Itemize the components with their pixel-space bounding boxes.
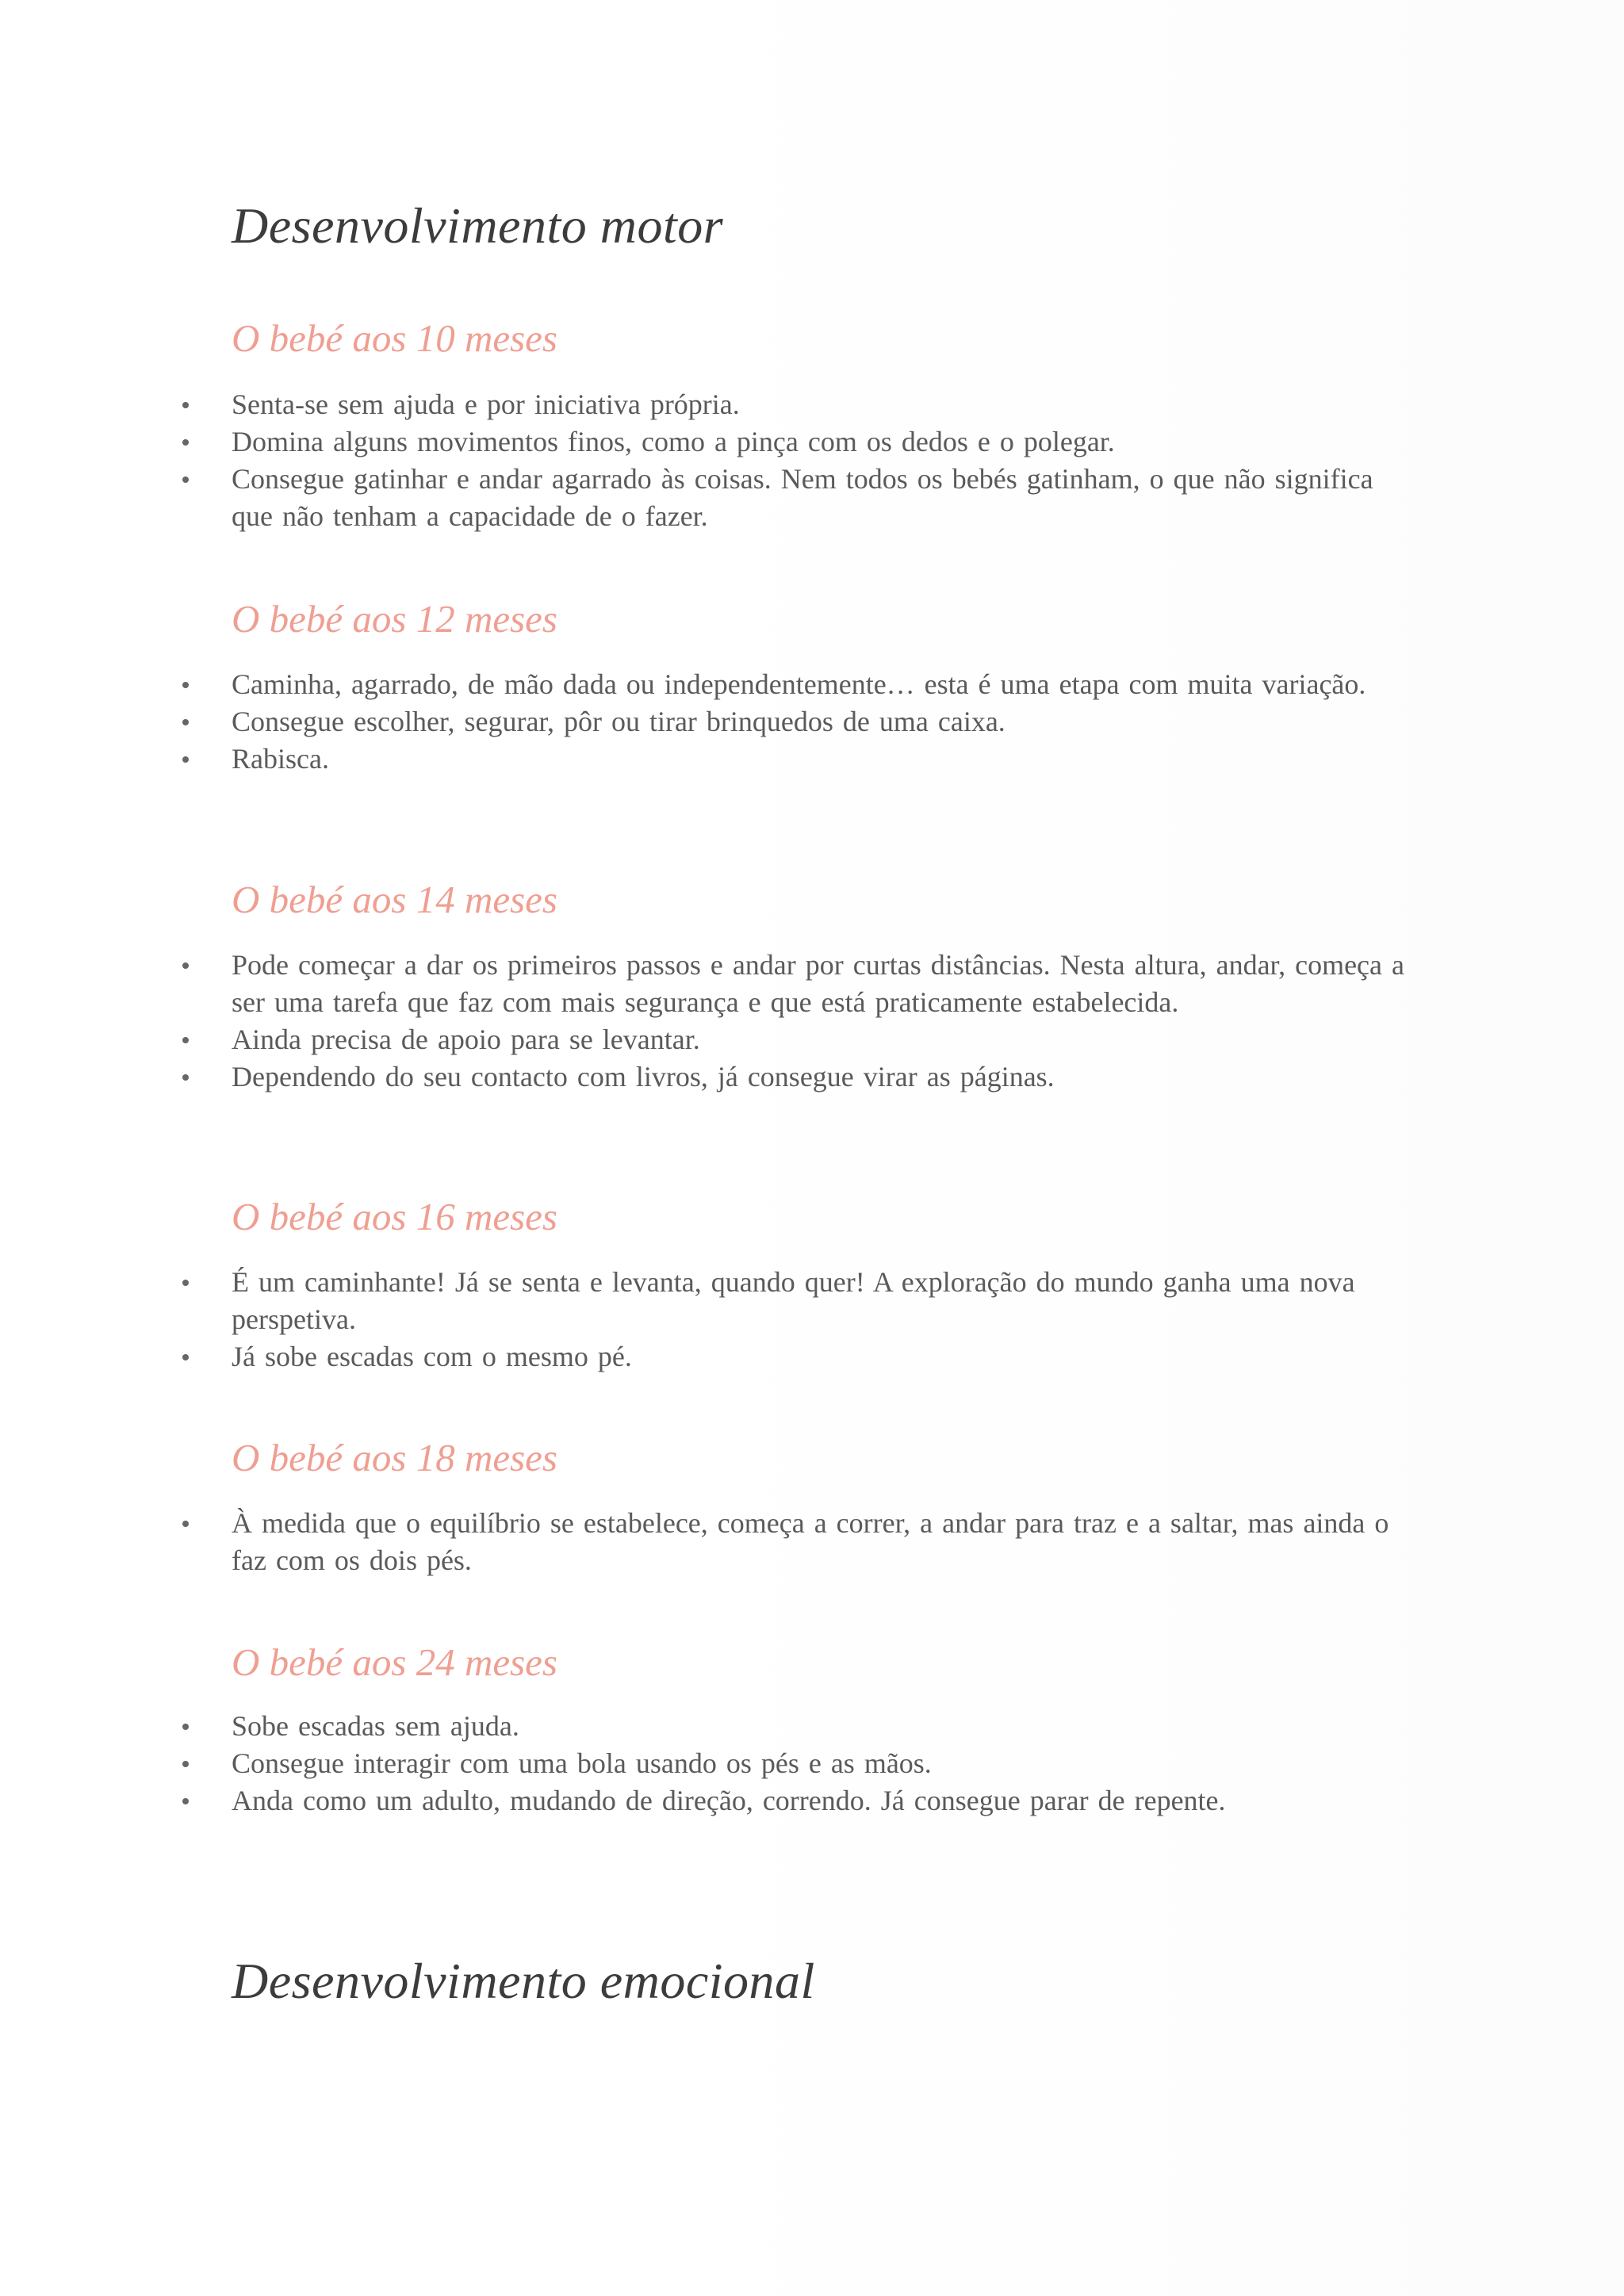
list-item — [182, 1782, 1419, 1820]
bullet-icon — [182, 1798, 189, 1804]
bullet-icon — [182, 1074, 189, 1081]
bullet-icon — [182, 1037, 189, 1043]
list-12-months — [182, 666, 1419, 778]
list-10-months — [182, 386, 1419, 535]
list-item-text: Pode começar a dar os primeiros passos e andar por curtas distâncias. Nesta altura, andar, começa a ser uma tarefa que faz com mais segurança e que está praticamente estabelecida. — [232, 949, 1404, 1018]
list-item — [182, 1708, 1419, 1745]
bullet-icon — [182, 1354, 189, 1360]
section-title-12-months: O bebé aos 12 meses — [232, 597, 557, 641]
list-24-months — [182, 1708, 1419, 1820]
list-item — [182, 1338, 1419, 1376]
list-item-text: Domina alguns movimentos finos, como a pinça com os dedos e o polegar. — [232, 426, 1115, 457]
section-title-16-months: O bebé aos 16 meses — [232, 1195, 557, 1238]
heading-emotional-development: Desenvolvimento emocional — [232, 1953, 815, 2009]
list-item-text: Consegue interagir com uma bola usando os pés e as mãos. — [232, 1747, 932, 1779]
list-item — [182, 386, 1419, 423]
list-item-text: Caminha, agarrado, de mão dada ou independentemente… esta é uma etapa com muita variação. — [232, 668, 1366, 700]
section-title-18-months: O bebé aos 18 meses — [232, 1436, 557, 1479]
list-item — [182, 423, 1419, 461]
bullet-icon — [182, 756, 189, 763]
list-item-text: Consegue gatinhar e andar agarrado às coisas. Nem todos os bebés gatinham, o que não significa que não tenham a capacidade de o fazer. — [232, 463, 1373, 532]
heading-motor-development: Desenvolvimento motor — [232, 197, 724, 254]
bullet-icon — [182, 1724, 189, 1730]
list-item — [182, 1058, 1419, 1096]
list-item — [182, 703, 1419, 740]
bullet-icon — [182, 1280, 189, 1286]
list-item — [182, 1745, 1419, 1782]
list-item-text: Anda como um adulto, mudando de direção, correndo. Já consegue parar de repente. — [232, 1785, 1226, 1816]
list-item-text: É um caminhante! Já se senta e levanta, quando quer! A exploração do mundo ganha uma nova perspetiva. — [232, 1266, 1355, 1335]
list-item-text: Consegue escolher, segurar, pôr ou tirar brinquedos de uma caixa. — [232, 706, 1005, 737]
section-title-14-months: O bebé aos 14 meses — [232, 878, 557, 921]
list-item — [182, 461, 1419, 535]
bullet-icon — [182, 439, 189, 446]
section-title-10-months: O bebé aos 10 meses — [232, 316, 557, 360]
list-item — [182, 1505, 1419, 1579]
list-item — [182, 666, 1419, 703]
list-item — [182, 1021, 1419, 1058]
bullet-icon — [182, 402, 189, 408]
list-item-text: À medida que o equilíbrio se estabelece, começa a correr, a andar para traz e a saltar, mas ainda o faz com os dois pés. — [232, 1507, 1389, 1576]
list-item-text: Sobe escadas sem ajuda. — [232, 1710, 519, 1742]
bullet-icon — [182, 682, 189, 688]
list-item-text: Senta-se sem ajuda e por iniciativa própria. — [232, 388, 740, 420]
list-item-text: Dependendo do seu contacto com livros, já consegue virar as páginas. — [232, 1061, 1055, 1093]
section-title-24-months: O bebé aos 24 meses — [232, 1640, 557, 1684]
list-14-months — [182, 947, 1419, 1096]
bullet-icon — [182, 1521, 189, 1527]
list-18-months — [182, 1505, 1419, 1579]
bullet-icon — [182, 719, 189, 725]
list-item-text: Rabisca. — [232, 743, 329, 775]
bullet-icon — [182, 476, 189, 483]
list-item-text: Já sobe escadas com o mesmo pé. — [232, 1341, 632, 1372]
list-16-months — [182, 1264, 1419, 1376]
list-item — [182, 1264, 1419, 1338]
bullet-icon — [182, 962, 189, 969]
list-item — [182, 947, 1419, 1021]
bullet-icon — [182, 1761, 189, 1767]
list-item — [182, 740, 1419, 778]
list-item-text: Ainda precisa de apoio para se levantar. — [232, 1024, 700, 1055]
